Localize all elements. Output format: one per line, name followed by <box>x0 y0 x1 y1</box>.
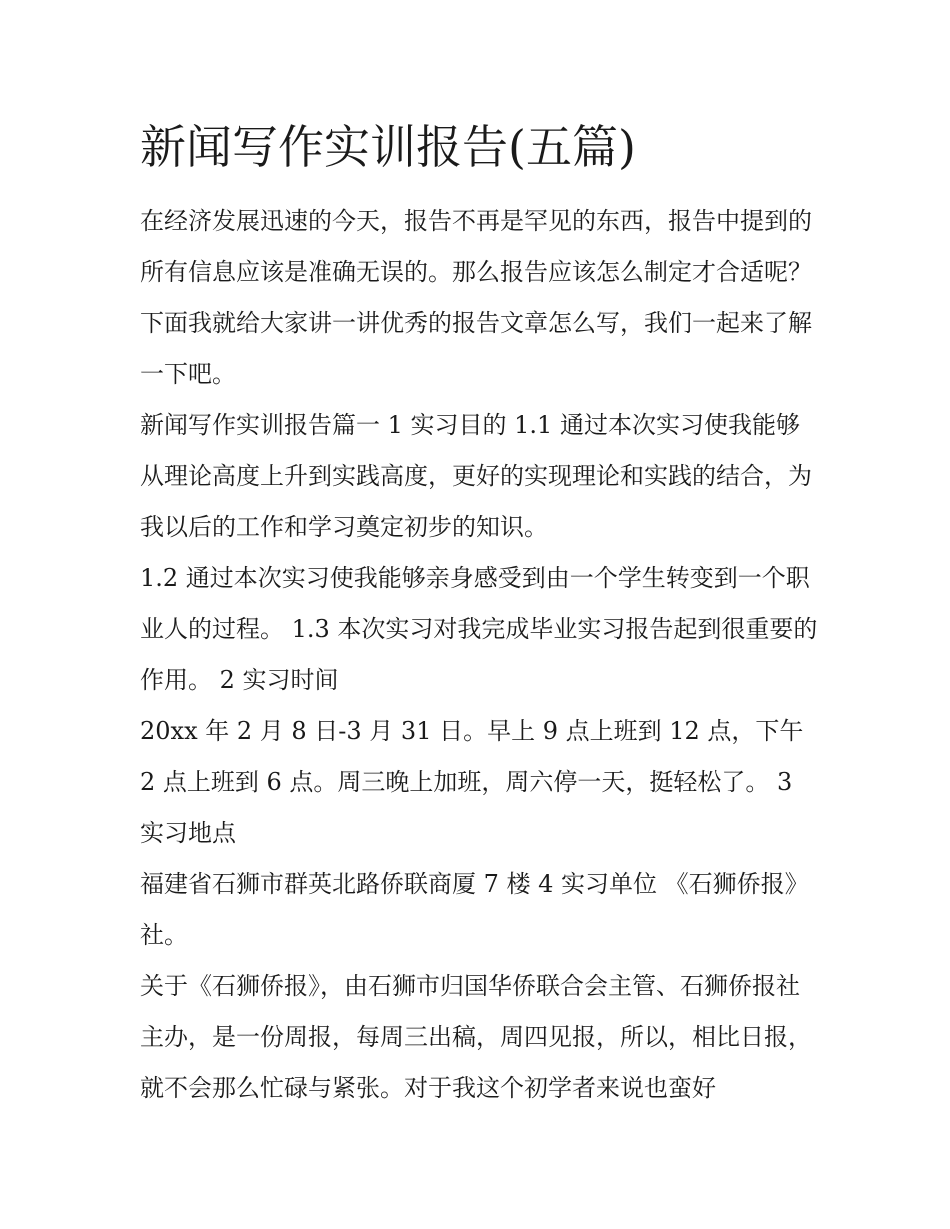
document-page <box>140 112 820 1114</box>
paragraph-practice-purpose: 新闻写作实训报告篇一 1 实习目的 1.1 通过本次实习使我能够从理论高度上升到实践高度，更好的实现理论和实践的结合，为我以后的工作和学习奠定初步的知识。 <box>140 411 812 541</box>
paragraph-purpose-continued: 1.2 通过本次实习使我能够亲身感受到由一个学生转变到一个职业人的过程。 1.3 本次实习对我完成毕业实习报告起到很重要的作用。 2 实习时间 <box>140 564 818 694</box>
intro-paragraph: 在经济发展迅速的今天，报告不再是罕见的东西，报告中提到的所有信息应该是准确无误的。那么报告应该怎么制定才合适呢？下面我就给大家讲一讲优秀的报告文章怎么写，我们一起来了解一下吧。 <box>140 207 812 388</box>
paragraph-newspaper-intro: 关于《石狮侨报》，由石狮市归国华侨联合会主管、石狮侨报社主办，是一份周报，每周三出稿，周四见报，所以，相比日报，就不会那么忙碌与紧张。对于我这个初学者来说也蛮好 <box>140 972 812 1102</box>
document-title: 新闻写作实训报告(五篇) <box>140 120 636 174</box>
paragraph-practice-time: 20xx 年 2 月 8 日-3 月 31 日。早上 9 点上班到 12 点，下午 2 点上班到 6 点。周三晚上加班，周六停一天，挺轻松了。 3 实习地点 <box>140 717 804 847</box>
paragraph-practice-location: 福建省石狮市群英北路侨联商厦 7 楼 4 实习单位 《石狮侨报》社。 <box>140 870 809 949</box>
